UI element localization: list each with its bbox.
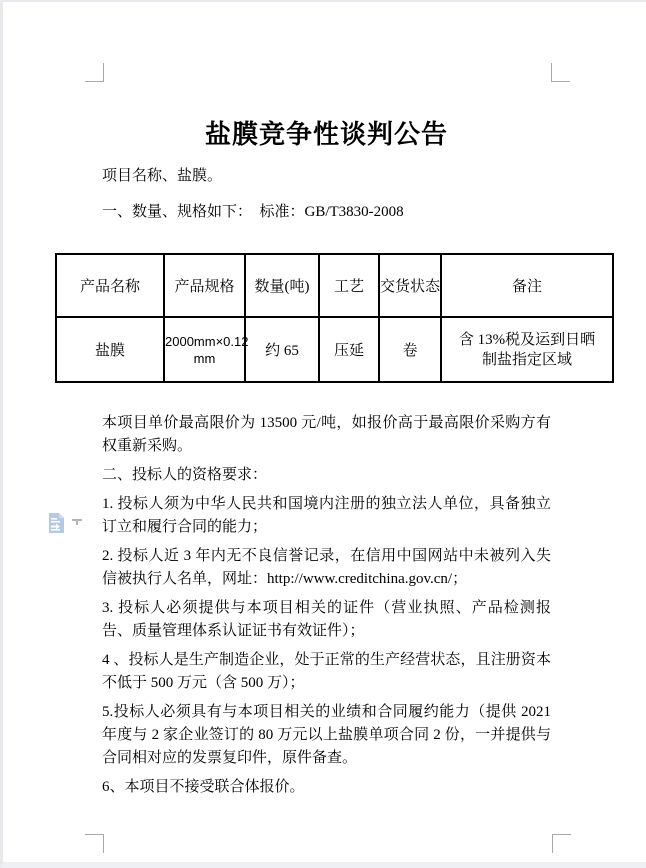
text-boundary-mark-bottom-right [552,834,571,853]
paragraph-requirement-3: 3. 投标人必须提供与本项目相关的证件（营业执照、产品检测报告、质量管理体系认证证书有效证件）； [102,600,551,639]
paragraph-requirement-6: 6、本项目不接受联合体报价。 [102,779,305,795]
table-row [56,317,613,382]
header-process: 工艺 [319,254,379,317]
paragraph-requirement-2: 2. 投标人近 3 年内无不良信誉记录，在信用中国网站中未被列入失信被执行人名单，网址：http://www.creditchina.gov.cn/； [102,548,551,587]
document-title: 盐膜竞争性谈判公告 [204,120,448,149]
remark-line-2: 制盐指定区域 [481,351,572,368]
text-boundary-mark-bottom-left [85,834,104,853]
header-product-spec: 产品规格 [164,254,245,317]
paragraph-price-limit: 本项目单价最高限价为 13500 元/吨，如报价高于最高限价采购方有权重新采购。 [102,415,551,454]
product-table [55,253,614,383]
header-product-name: 产品名称 [56,254,164,317]
cell-quantity: 约 65 [245,317,319,382]
table-header-row [56,254,613,317]
cell-process: 压延 [319,317,379,382]
paragraph-requirement-4: 4 、投标人是生产制造企业，处于正常的生产经营状态，且注册资本不低于 500 万元（含 500 万）； [102,652,551,691]
header-quantity: 数量(吨) [245,254,319,317]
cell-product-name: 盐膜 [56,317,164,382]
paste-options-icon[interactable] [47,513,66,534]
remark-line-1: 含 13%税及运到日晒 [458,331,596,348]
cell-product-spec [164,317,249,382]
cell-remark [441,317,613,382]
document-body [79,2,596,799]
spec-line-1: 2000mm×0.12 [165,333,249,349]
paragraph-requirement-5: 5.投标人必须具有与本项目相关的业绩和合同履约能力（提供 2021 年度与 2 家企业签订的 80 万元以上盐膜单项合同 2 份，一并提供与合同相对应的发票复印件，原件备查。 [102,704,551,766]
cell-delivery-state: 卷 [379,317,441,382]
project-name-line: 项目名称、盐膜。 [102,168,223,184]
header-delivery-state: 交货状态 [379,254,441,317]
object-anchor-icon [72,519,82,527]
section2-heading: 二、投标人的资格要求： [102,467,268,483]
section1-heading: 一、数量、规格如下： 标准：GB/T3830-2008 [102,204,404,220]
text-boundary-mark-top-right [551,63,570,82]
spec-line-2: mm [193,350,216,366]
header-remark: 备注 [441,254,613,317]
paragraph-requirement-1: 1. 投标人须为中华人民共和国境内注册的独立法人单位，具备独立订立和履行合同的能力； [102,496,551,535]
